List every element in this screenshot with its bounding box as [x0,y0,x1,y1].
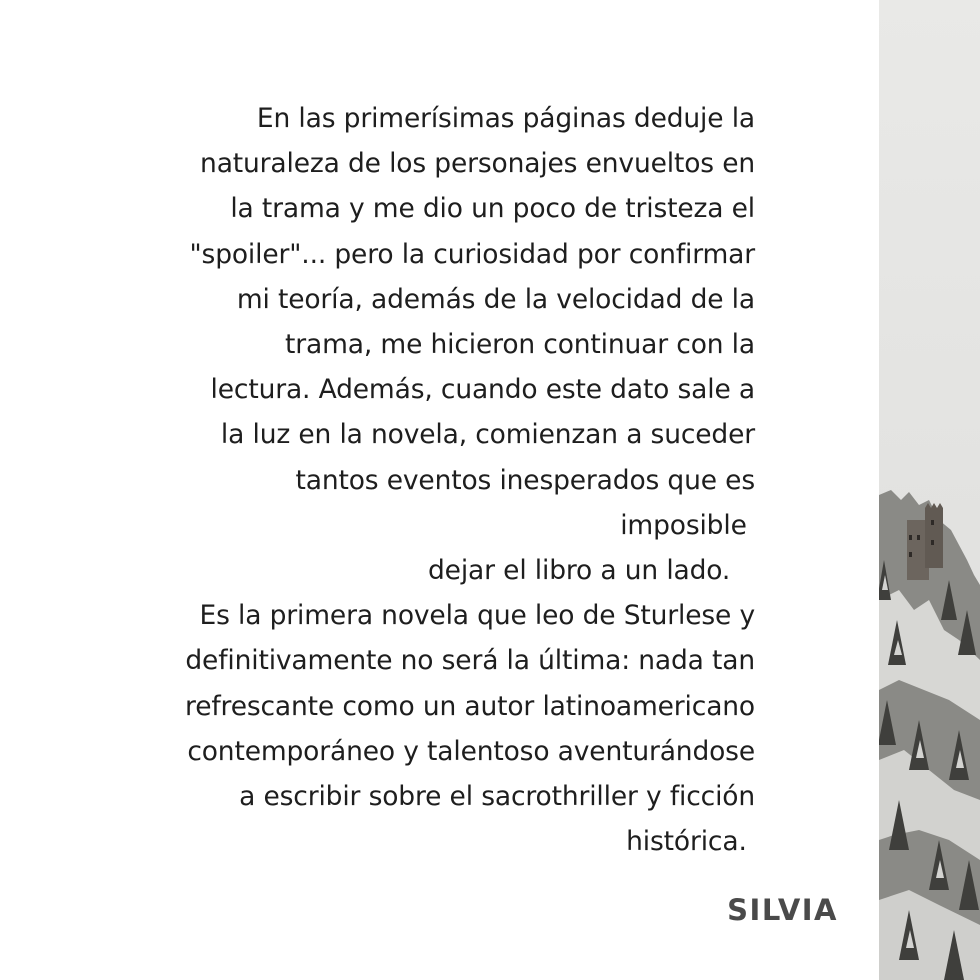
review-line: definitivamente no será la última: nada tan [185,645,755,677]
snowy-forest-castle-image [879,0,980,980]
review-line: contemporáneo y talentoso aventurándose [187,735,755,767]
review-line: histórica. [626,826,755,858]
review-line: imposible [620,509,755,541]
review-line: mi teoría, además de la velocidad de la [236,283,755,315]
author-signature: SILVIA [727,893,838,927]
review-line: lectura. Además, cuando este dato sale a [210,374,755,406]
review-line: la trama y me dio un poco de tristeza el [230,193,755,225]
review-line: "spoiler"... pero la curiosidad por confirmar [189,238,755,270]
review-line: tantos eventos inesperados que es [295,464,755,496]
snowy-castle-photo [879,0,980,980]
review-line: Es la primera novela que leo de Sturlese y [199,600,755,632]
review-line: refrescante como un autor latinoamericano [185,690,755,722]
review-line: dejar el libro a un lado. [428,555,755,587]
review-line: trama, me hicieron continuar con la [285,329,755,361]
review-line: En las primerísimas páginas deduje la [256,103,755,134]
review-line: la luz en la novela, comienzan a suceder [220,419,755,451]
review-quote [100,96,755,864]
review-line: a escribir sobre el sacrothriller y ficción [239,781,755,813]
review-line: naturaleza de los personajes envueltos en [200,148,755,180]
